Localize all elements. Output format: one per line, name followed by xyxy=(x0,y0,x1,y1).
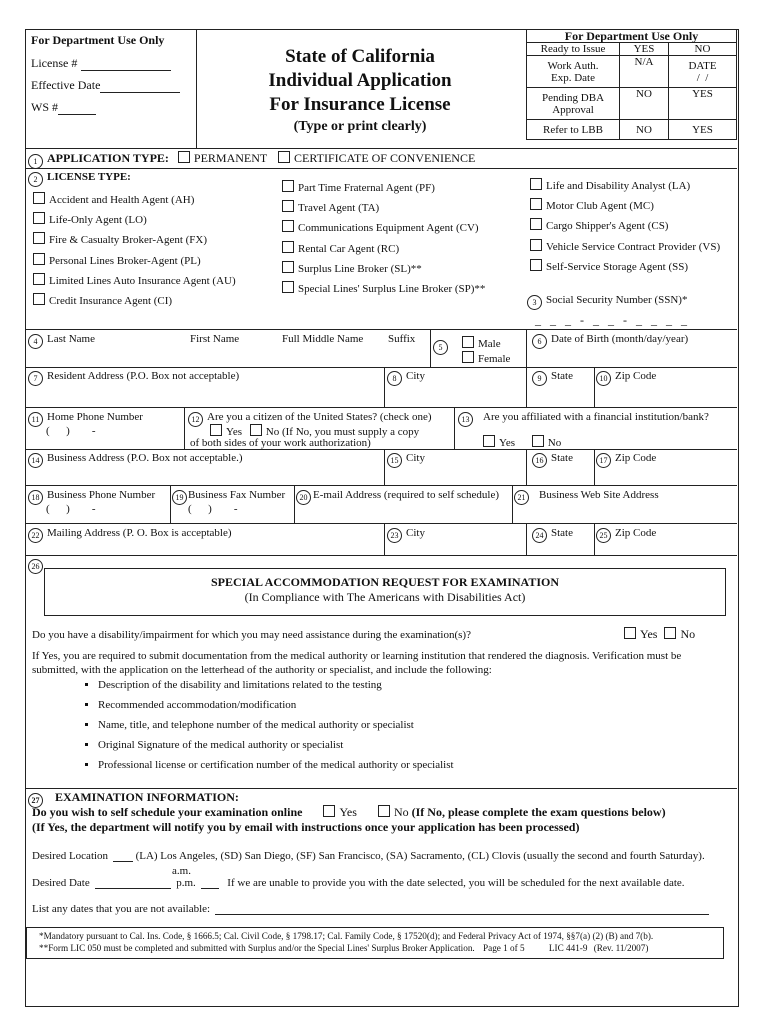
section-number: 16 xyxy=(532,453,547,468)
license-col-2 xyxy=(282,178,485,299)
first-name-label: First Name xyxy=(190,333,240,345)
title-line-1: State of California xyxy=(285,46,435,67)
citizen-note-2: of both sides of your work authorization) xyxy=(190,437,371,449)
disability-question: Do you have a disability/impairment for which you may need assistance during the examination(s)? xyxy=(32,629,471,641)
section-number: 17 xyxy=(596,453,611,468)
desired-location-field[interactable] xyxy=(113,850,133,862)
female-checkbox[interactable] xyxy=(462,351,474,363)
affiliation-question: Are you affiliated with a financial institution/bank? xyxy=(483,411,709,423)
zip-label: Zip Code xyxy=(615,452,657,464)
state-label: State xyxy=(551,527,573,539)
license-col-1 xyxy=(33,190,236,311)
section-number: 27 xyxy=(28,793,43,808)
title-line-3: For Insurance License xyxy=(269,94,451,115)
certificate-checkbox[interactable] xyxy=(278,151,290,163)
license-option: Surplus Line Broker (SL)** xyxy=(298,262,422,275)
section-number: 19 xyxy=(172,490,187,505)
section-number: 3 xyxy=(527,295,542,310)
license-option: Limited Lines Auto Insurance Agent (AU) xyxy=(49,274,236,287)
license-option: Accident and Health Agent (AH) xyxy=(49,194,195,206)
license-checkbox[interactable] xyxy=(530,198,542,210)
license-option: Special Lines' Surplus Line Broker (SP)** xyxy=(298,283,486,296)
page-number: Page 1 of 5 xyxy=(483,943,525,953)
affiliation-yes-label: Yes xyxy=(499,437,516,449)
dept-row-label: Ready to Issue xyxy=(527,43,620,56)
license-checkbox[interactable] xyxy=(33,253,45,265)
citizen-no-label: No xyxy=(265,426,280,438)
ssn-field[interactable]: _ _ _ - _ _ - _ _ _ _ xyxy=(535,313,690,327)
ssn-label: Social Security Number (SSN)* xyxy=(546,294,688,306)
self-schedule-no-label: No xyxy=(393,805,409,819)
title-line-4: (Type or print clearly) xyxy=(293,119,427,134)
city-label: City xyxy=(406,452,425,464)
dept-row-option[interactable]: YES xyxy=(669,120,737,140)
list-item: ▪ Description of the disability and limitations related to the testing xyxy=(98,679,454,691)
city-label: City xyxy=(406,527,425,539)
accommodation-bullets xyxy=(66,679,454,779)
affiliation-no-label: No xyxy=(547,437,562,449)
accommodation-instructions: If Yes, you are required to submit documentation from the medical authority or learning institution that rendered the diagnosis. Verification must be submitted, with the application on the letterhead of the authority or specialist, and include the following: xyxy=(32,650,682,676)
license-checkbox[interactable] xyxy=(282,220,294,232)
license-checkbox[interactable] xyxy=(33,192,45,204)
disability-yes-checkbox[interactable] xyxy=(624,627,636,639)
state-label: State xyxy=(551,370,573,382)
ws-number-field[interactable] xyxy=(58,102,96,115)
effective-date-label: Effective Date xyxy=(31,78,101,92)
last-name-label: Last Name xyxy=(47,333,95,345)
self-schedule-yes-label: Yes xyxy=(339,805,357,819)
application-type-row xyxy=(28,151,475,169)
city-label: City xyxy=(406,370,425,382)
right-dept-heading: For Department Use Only xyxy=(527,30,737,43)
license-number-field[interactable] xyxy=(81,58,171,71)
license-option: Fire & Casualty Broker-Agent (FX) xyxy=(49,234,208,247)
section-number: 2 xyxy=(28,172,43,187)
home-phone-label: Home Phone Number xyxy=(47,411,143,423)
desired-location-label: Desired Location xyxy=(32,850,109,862)
license-option: Personal Lines Broker-Agent (PL) xyxy=(49,254,201,267)
dept-row-option[interactable]: YES xyxy=(620,43,669,56)
self-schedule-yes-note: (If Yes, the department will notify you by email with instructions once your application has been processed) xyxy=(32,820,580,834)
desired-date-label: Desired Date xyxy=(32,877,90,889)
license-option: Life and Disability Analyst (LA) xyxy=(546,180,691,192)
business-fax-label: Business Fax Number xyxy=(188,489,286,501)
title-line-2: Individual Application xyxy=(268,70,452,91)
application-type-label: APPLICATION TYPE: xyxy=(47,151,169,165)
citizen-yes-checkbox[interactable] xyxy=(210,424,222,436)
affiliation-no-checkbox[interactable] xyxy=(532,435,544,447)
disability-no-checkbox[interactable] xyxy=(664,627,676,639)
dept-row-option[interactable]: NO xyxy=(620,120,669,140)
permanent-checkbox[interactable] xyxy=(178,151,190,163)
self-schedule-yes-checkbox[interactable] xyxy=(323,805,335,817)
section-number: 25 xyxy=(596,528,611,543)
effective-date-field[interactable] xyxy=(100,80,180,93)
dept-row-label: Pending DBA Approval xyxy=(527,88,620,120)
certificate-label: CERTIFICATE OF CONVENIENCE xyxy=(294,151,476,165)
dept-row-option[interactable]: DATE / / xyxy=(669,56,737,88)
pm-label: p.m. xyxy=(176,877,196,889)
section-number: 11 xyxy=(28,412,43,427)
license-col-3 xyxy=(530,176,720,277)
license-checkbox[interactable] xyxy=(33,212,45,224)
male-label: Male xyxy=(478,338,501,350)
list-item: ▪ Original Signature of the medical authority or specialist xyxy=(98,739,454,751)
mailing-address-label: Mailing Address (P. O. Box is acceptable) xyxy=(47,527,232,539)
list-item: ▪ Name, title, and telephone number of the medical authority or specialist xyxy=(98,719,454,731)
desired-location-text: (LA) Los Angeles, (SD) San Diego, (SF) San Francisco, (SA) Sacramento, (CL) Clovis (usually the second and fourth Saturday). xyxy=(135,850,705,862)
section-number: 24 xyxy=(532,528,547,543)
business-phone-field[interactable]: ( ) - xyxy=(46,503,96,515)
section-number: 15 xyxy=(387,453,402,468)
section-number: 4 xyxy=(28,334,43,349)
section-number: 9 xyxy=(532,371,547,386)
license-checkbox[interactable] xyxy=(530,239,542,251)
dept-row-label: Refer to LBB xyxy=(527,120,620,140)
accommodation-subtitle: (In Compliance with The Americans with Disabilities Act) xyxy=(244,590,526,604)
license-checkbox[interactable] xyxy=(282,281,294,293)
license-checkbox[interactable] xyxy=(33,232,45,244)
accommodation-title-box xyxy=(44,568,726,616)
citizen-note: (If No, you must supply a copy xyxy=(281,426,420,438)
business-address-label: Business Address (P.O. Box not acceptable.) xyxy=(47,452,243,464)
disability-yes-label: Yes xyxy=(640,627,658,641)
desired-date-field[interactable] xyxy=(95,877,171,889)
section-number: 6 xyxy=(532,334,547,349)
dob-label: Date of Birth (month/day/year) xyxy=(551,333,689,345)
accommodation-title: SPECIAL ACCOMMODATION REQUEST FOR EXAMINATION xyxy=(210,575,560,589)
license-checkbox[interactable] xyxy=(282,180,294,192)
resident-address-label: Resident Address (P.O. Box not acceptable) xyxy=(47,370,240,382)
citizen-question: Are you a citizen of the United States? (check one) xyxy=(207,411,432,423)
section-number: 22 xyxy=(28,528,43,543)
license-option: Cargo Shipper's Agent (CS) xyxy=(546,220,669,233)
footer-box xyxy=(26,927,724,959)
section-number: 1 xyxy=(28,154,43,169)
am-label: a.m. xyxy=(172,865,191,877)
license-checkbox[interactable] xyxy=(33,273,45,285)
zip-label: Zip Code xyxy=(615,527,657,539)
state-label: State xyxy=(551,452,573,464)
middle-name-label: Full Middle Name xyxy=(282,333,364,345)
section-number: 14 xyxy=(28,453,43,468)
license-checkbox[interactable] xyxy=(33,293,45,305)
email-label: E-mail Address (required to self schedule) xyxy=(313,489,500,501)
permanent-label: PERMANENT xyxy=(193,151,268,165)
revision: (Rev. 11/2007) xyxy=(593,943,649,953)
license-checkbox[interactable] xyxy=(282,241,294,253)
zip-label: Zip Code xyxy=(615,370,657,382)
citizen-no-checkbox[interactable] xyxy=(250,424,262,436)
disability-no-label: No xyxy=(680,627,696,641)
suffix-label: Suffix xyxy=(388,333,416,345)
license-option: Rental Car Agent (RC) xyxy=(298,242,400,255)
license-option: Communications Equipment Agent (CV) xyxy=(298,222,479,235)
list-item: ▪ Recommended accommodation/modification xyxy=(98,699,454,711)
dept-row-option[interactable]: N/A xyxy=(620,56,669,88)
business-phone-label: Business Phone Number xyxy=(47,489,156,501)
business-fax-field[interactable]: ( ) - xyxy=(188,503,238,515)
section-number: 7 xyxy=(28,371,43,386)
affiliation-yes-checkbox[interactable] xyxy=(483,435,495,447)
dept-row-label: Work Auth. Exp. Date xyxy=(527,56,620,88)
section-number: 13 xyxy=(458,412,473,427)
unavailable-dates-field[interactable] xyxy=(215,903,709,915)
section-number: 10 xyxy=(596,371,611,386)
section-number: 26 xyxy=(28,559,43,574)
license-checkbox[interactable] xyxy=(282,261,294,273)
section-number: 8 xyxy=(387,371,402,386)
ws-label: WS # xyxy=(31,100,58,114)
form-number: LIC 441-9 xyxy=(548,943,588,953)
dept-row-option[interactable]: NO xyxy=(669,43,737,56)
website-label: Business Web Site Address xyxy=(539,489,659,501)
dept-row-option[interactable]: NO xyxy=(620,88,669,120)
license-option: Self-Service Storage Agent (SS) xyxy=(546,260,689,273)
section-number: 18 xyxy=(28,490,43,505)
self-schedule-question: Do you wish to self schedule your examination online xyxy=(32,805,303,819)
section-number: 23 xyxy=(387,528,402,543)
license-option: Vehicle Service Contract Provider (VS) xyxy=(546,240,721,253)
license-checkbox[interactable] xyxy=(530,218,542,230)
license-label: License # xyxy=(31,56,78,70)
desired-date-text: If we are unable to provide you with the date selected, you will be scheduled for the next available date. xyxy=(227,877,685,889)
exam-label: EXAMINATION INFORMATION: xyxy=(55,790,239,804)
home-phone-field[interactable]: ( ) - xyxy=(46,425,96,437)
self-schedule-no-checkbox[interactable] xyxy=(378,805,390,817)
dept-row-option[interactable]: YES xyxy=(669,88,737,120)
form-title xyxy=(200,45,520,135)
footer-line-1: *Mandatory pursuant to Cal. Ins. Code, § 1666.5; Cal. Civil Code, § 1798.17; Cal. Family Code, § 17520(d); and Federal Privacy Act of 1974, §§7(a) (2) (B) and 7(b). xyxy=(39,931,654,941)
unavailable-dates-label: List any dates that you are not available: xyxy=(32,903,211,915)
self-schedule-no-note: (If No, please complete the exam questions below) xyxy=(411,805,666,819)
left-department-box xyxy=(25,29,197,149)
footer-line-2: **Form LIC 050 must be completed and submitted with Surplus and/or the Special Lines' Surplus Broker Application. xyxy=(39,943,475,953)
am-pm-field[interactable] xyxy=(201,877,219,889)
license-option: Credit Insurance Agent (CI) xyxy=(49,295,173,308)
license-type-label: LICENSE TYPE: xyxy=(47,171,131,183)
section-number: 5 xyxy=(433,340,448,355)
license-option: Part Time Fraternal Agent (PF) xyxy=(298,182,435,194)
female-label: Female xyxy=(478,353,511,365)
left-dept-heading: For Department Use Only xyxy=(31,33,165,47)
section-number: 21 xyxy=(514,490,529,505)
section-number: 20 xyxy=(296,490,311,505)
male-checkbox[interactable] xyxy=(462,336,474,348)
license-option: Motor Club Agent (MC) xyxy=(546,200,654,213)
license-option: Life-Only Agent (LO) xyxy=(49,214,147,227)
right-department-box xyxy=(526,29,737,140)
license-checkbox[interactable] xyxy=(530,259,542,271)
license-checkbox[interactable] xyxy=(282,200,294,212)
citizen-yes-label: Yes xyxy=(226,426,243,438)
license-option: Travel Agent (TA) xyxy=(298,202,380,215)
section-number: 12 xyxy=(188,412,203,427)
list-item: ▪ Professional license or certification number of the medical authority or specialist xyxy=(98,759,454,771)
license-checkbox[interactable] xyxy=(530,178,542,190)
